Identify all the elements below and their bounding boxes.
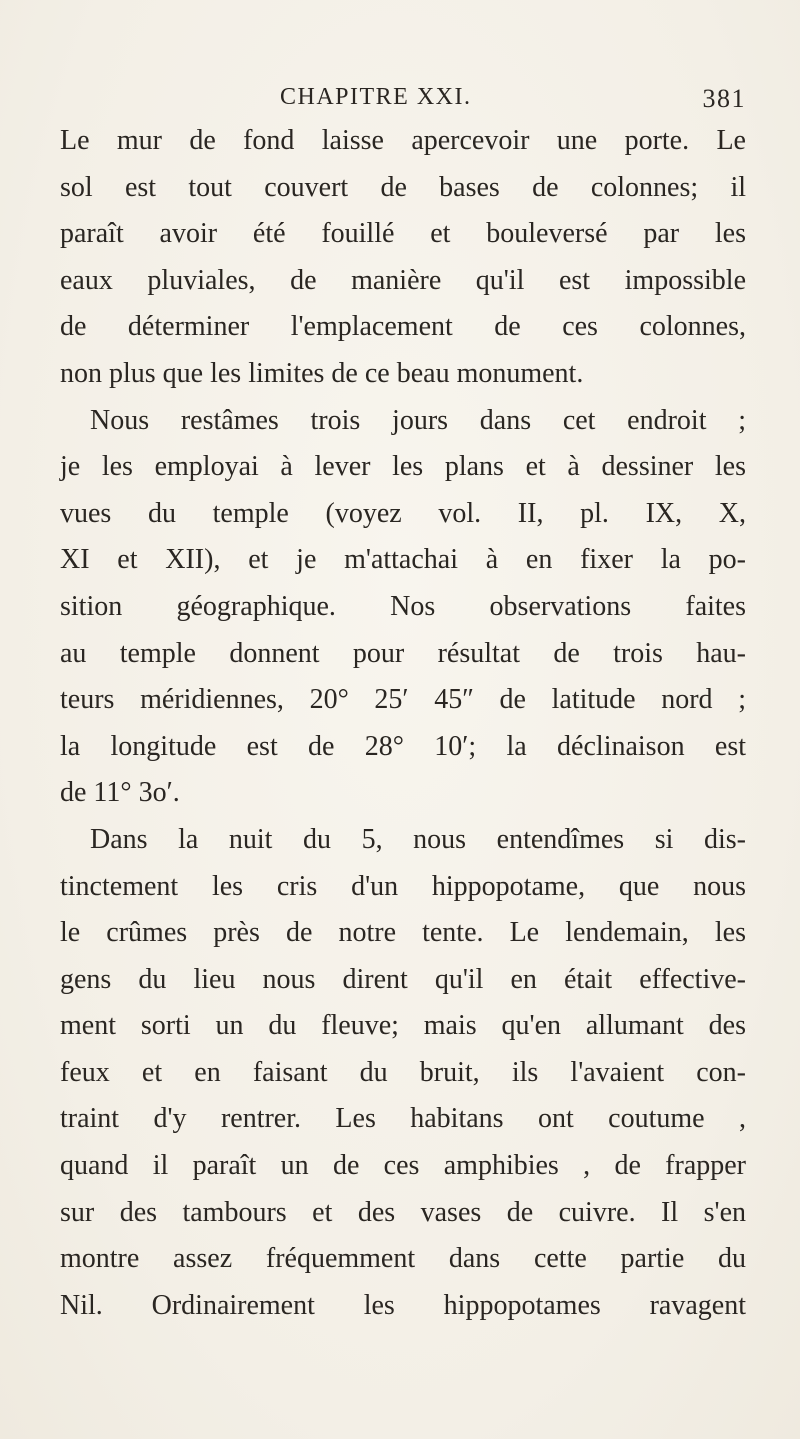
text-line: teurs méridiennes, 20° 25′ 45″ de latitude nord ; xyxy=(60,684,746,716)
text-line: non plus que les limites de ce beau monument. xyxy=(60,357,584,389)
text-line: la longitude est de 28° 10′; la déclinaison est xyxy=(60,730,746,762)
text-line: traint d'y rentrer. Les habitans ont coutume , xyxy=(60,1103,746,1135)
text-line: eaux pluviales, de manière qu'il est impossible xyxy=(60,264,746,296)
text-line: feux et en faisant du bruit, ils l'avaient con- xyxy=(60,1056,746,1088)
text-line: gens du lieu nous dirent qu'il en était effective- xyxy=(60,963,746,995)
text-line: quand il paraît un de ces amphibies , de frapper xyxy=(60,1150,746,1182)
text-line: montre assez fréquemment dans cette partie du xyxy=(60,1243,746,1275)
running-header xyxy=(60,84,746,120)
text-line: tinctement les cris d'un hippopotame, que nous xyxy=(60,870,746,902)
text-line: je les employai à lever les plans et à dessiner les xyxy=(60,451,746,483)
body-text xyxy=(60,118,746,1329)
text-line: vues du temple (voyez vol. II, pl. IX, X, xyxy=(60,497,746,529)
text-line: ment sorti un du fleuve; mais qu'en allumant des xyxy=(60,1010,746,1042)
text-line: au temple donnent pour résultat de trois hau- xyxy=(60,637,746,669)
text-line: Le mur de fond laisse apercevoir une porte. Le xyxy=(60,125,746,156)
text-line: sur des tambours et des vases de cuivre. Il s'en xyxy=(60,1196,746,1228)
text-line: de 11° 3o′. xyxy=(60,777,180,809)
text-line: sol est tout couvert de bases de colonnes; il xyxy=(60,171,746,203)
text-line: de déterminer l'emplacement de ces colonnes, xyxy=(60,311,746,343)
text-line: XI et XII), et je m'attachai à en fixer la po- xyxy=(60,544,746,576)
text-line: Nil. Ordinairement les hippopotames ravagent xyxy=(60,1289,746,1321)
text-line: sition géographique. Nos observations faites xyxy=(60,590,746,622)
text-line: Dans la nuit du 5, nous entendîmes si dis- xyxy=(90,823,746,855)
text-line: paraît avoir été fouillé et bouleversé par les xyxy=(60,218,746,250)
text-line: Nous restâmes trois jours dans cet endroit ; xyxy=(90,404,746,436)
text-line: le crûmes près de notre tente. Le lendemain, les xyxy=(60,917,746,949)
chapter-title: CHAPITRE XXI. xyxy=(280,84,472,110)
page-number: 381 xyxy=(702,84,746,113)
